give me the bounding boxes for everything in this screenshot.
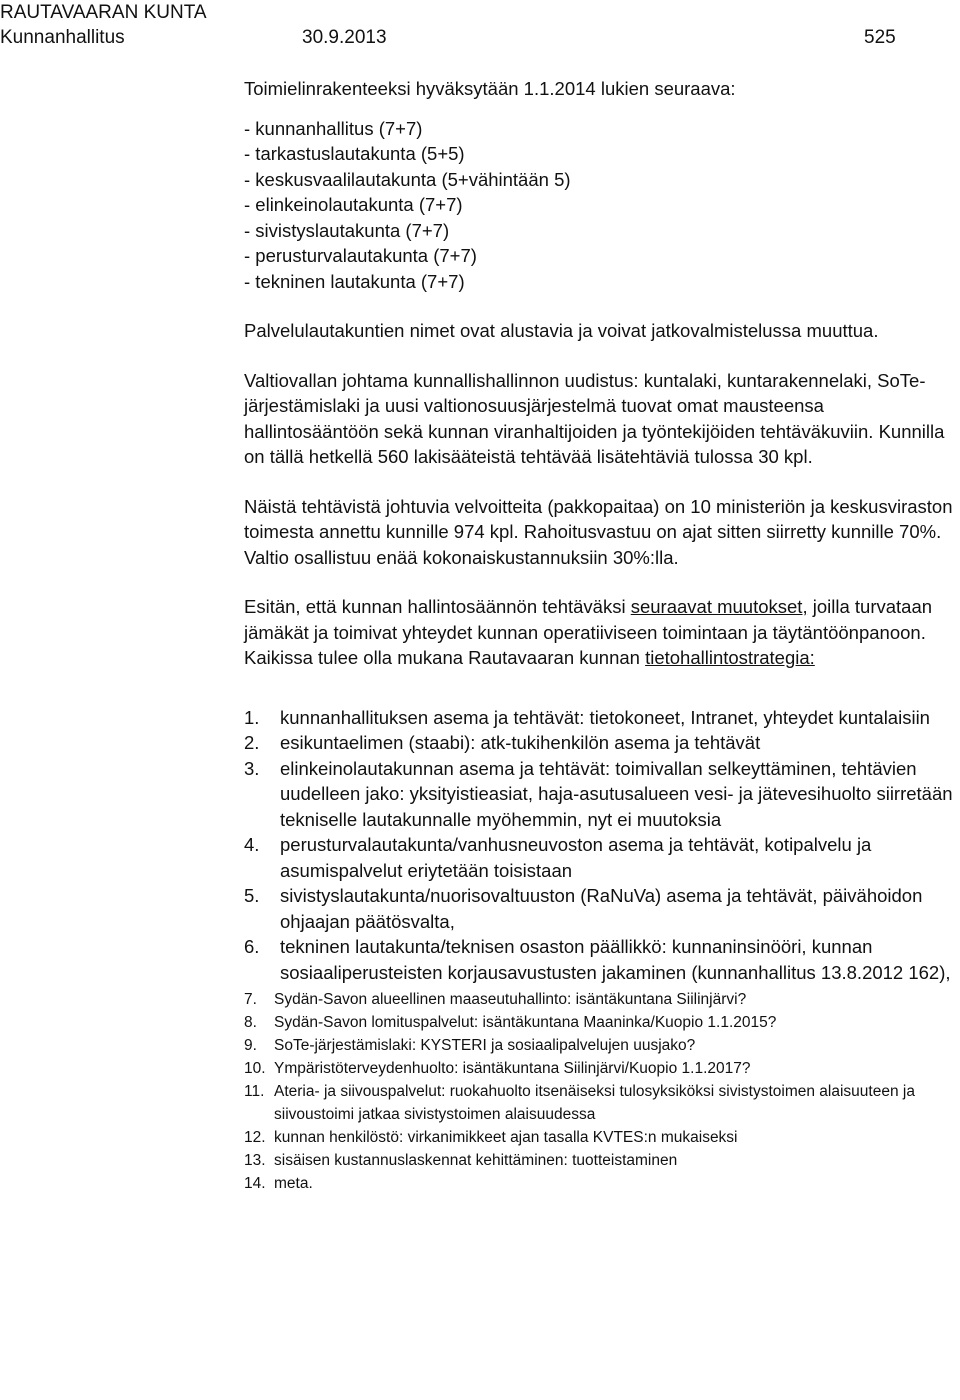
list-item: - tarkastuslautakunta (5+5) — [244, 143, 465, 164]
document-body — [244, 76, 960, 1195]
proposal-text-continued: joilla turvataan jämäkät ja toimivat yhteydet kunnan operatiiviseen toimintaan ja täytäntöönpanoon. Kaikissa tulee olla mukana Rautavaaran kunnan — [244, 596, 933, 668]
intro-paragraph: Toimielinrakenteeksi hyväksytään 1.1.2014 lukien seuraava: — [244, 78, 736, 99]
list-item: - perusturvalautakunta (7+7) — [244, 245, 477, 266]
list-item: - kunnanhallitus (7+7) — [244, 117, 423, 139]
list-item: 4. perusturvalautakunta/vanhusneuvoston asema ja tehtävät, kotipalvelu ja asumispalvelut eriytetään toisistaan — [244, 834, 872, 881]
list-item: - keskusvaalilautakunta (5+vähintään 5) — [244, 168, 571, 190]
names-paragraph: Palvelulautakuntien nimet ovat alustavia ja voivat jatkovalmistelussa muuttua. — [244, 320, 879, 341]
list-item: 6. tekninen lautakunta/teknisen osaston päällikkö: kunnaninsinööri, kunnan sosiaaliperusteisten korjausavustusten jakaminen (kunnanhallitus 13.8.2012 162), — [244, 936, 951, 983]
numbered-list-main — [244, 705, 960, 986]
list-item: 14. meta. — [244, 1175, 313, 1192]
page-number: 525 — [864, 27, 896, 48]
duties-paragraph: Näistä tehtävistä johtuvia velvoitteita (pakkopaitaa) on 10 ministeriön ja keskusviraston toimesta annettu kunnille 974 kpl. Rahoitusvastuu on ajat sitten siirretty kunnille 70%. Valtio osallistuu enää kokonaiskustannuksiin 30%:lla. — [244, 495, 953, 568]
meeting-date: 30.9.2013 — [302, 27, 387, 48]
proposal-underlined-changes: seuraavat muutokset, — [630, 596, 808, 617]
list-item: - tekninen lautakunta (7+7) — [244, 270, 465, 292]
reform-paragraph: Valtiovallan johtama kunnallishallinnon uudistus: kuntalaki, kuntarakennelaki, SoTe-järjestämislaki ja uusi valtionosuusjärjestelmä tuovat omat mausteensa hallintosääntöön sekä kunnan viranhaltijoiden ja työntekijöiden tehtäväkuviin. Kunnilla on tällä hetkellä 560 lakisääteistä tehtävää lisätehtäviä tulossa 30 kpl. — [244, 369, 945, 467]
proposal-text: Esitän, että kunnan hallintosäännön tehtäväksi — [244, 596, 631, 617]
list-item: 5. sivistyslautakunta/nuorisovaltuuston (RaNuVa) asema ja tehtävät, päivähoidon ohjaajan päätösvalta, — [244, 885, 923, 932]
list-item: 7. Sydän-Savon alueellinen maaseutuhallinto: isäntäkuntana Siilinjärvi? — [244, 991, 747, 1008]
numbered-list-small — [244, 988, 960, 1195]
list-item: 13. sisäisen kustannuslaskennat kehittäminen: tuotteistaminen — [244, 1152, 678, 1169]
bodies-list — [244, 116, 960, 295]
list-item: - sivistyslautakunta (7+7) — [244, 219, 450, 241]
list-item: 10. Ympäristöterveydenhuolto: isäntäkuntana Siilinjärvi/Kuopio 1.1.2017? — [244, 1060, 751, 1077]
document-header — [0, 0, 207, 50]
proposal-underlined-strategy: tietohallintostrategia: — [645, 647, 815, 668]
list-item: 1. kunnanhallituksen asema ja tehtävät: tietokoneet, Intranet, yhteydet kuntalaisiin — [244, 706, 930, 728]
body-name: Kunnanhallitus — [0, 27, 125, 48]
organization-name: RAUTAVAARAN KUNTA — [0, 2, 207, 23]
proposal-paragraph — [244, 594, 960, 671]
list-item: 12. kunnan henkilöstö: virkanimikkeet ajan tasalla KVTES:n mukaiseksi — [244, 1129, 738, 1146]
list-item: - elinkeinolautakunta (7+7) — [244, 194, 463, 215]
list-item: 2. esikuntaelimen (staabi): atk-tukihenkilön asema ja tehtävät — [244, 732, 761, 753]
list-item: 8. Sydän-Savon lomituspalvelut: isäntäkuntana Maaninka/Kuopio 1.1.2015? — [244, 1014, 777, 1031]
list-item: 3. elinkeinolautakunnan asema ja tehtävät: toimivallan selkeyttäminen, tehtävien uudelleen jako: yksityistieasiat, haja-asutusalueen vesi- ja jätevesihuolto siirretään tekniselle lautakunnalle myöhemmin, nyt ei muutoksia — [244, 757, 953, 830]
list-item: 9. SoTe-järjestämislaki: KYSTERI ja sosiaalipalvelujen uusjako? — [244, 1037, 696, 1054]
list-item: 11. Ateria- ja siivouspalvelut: ruokahuolto itsenäiseksi tulosyksiköksi sivistystoimen alaisuuteen ja siivoustoimi jatkaa sivistystoimen alaisuudessa — [244, 1083, 915, 1123]
